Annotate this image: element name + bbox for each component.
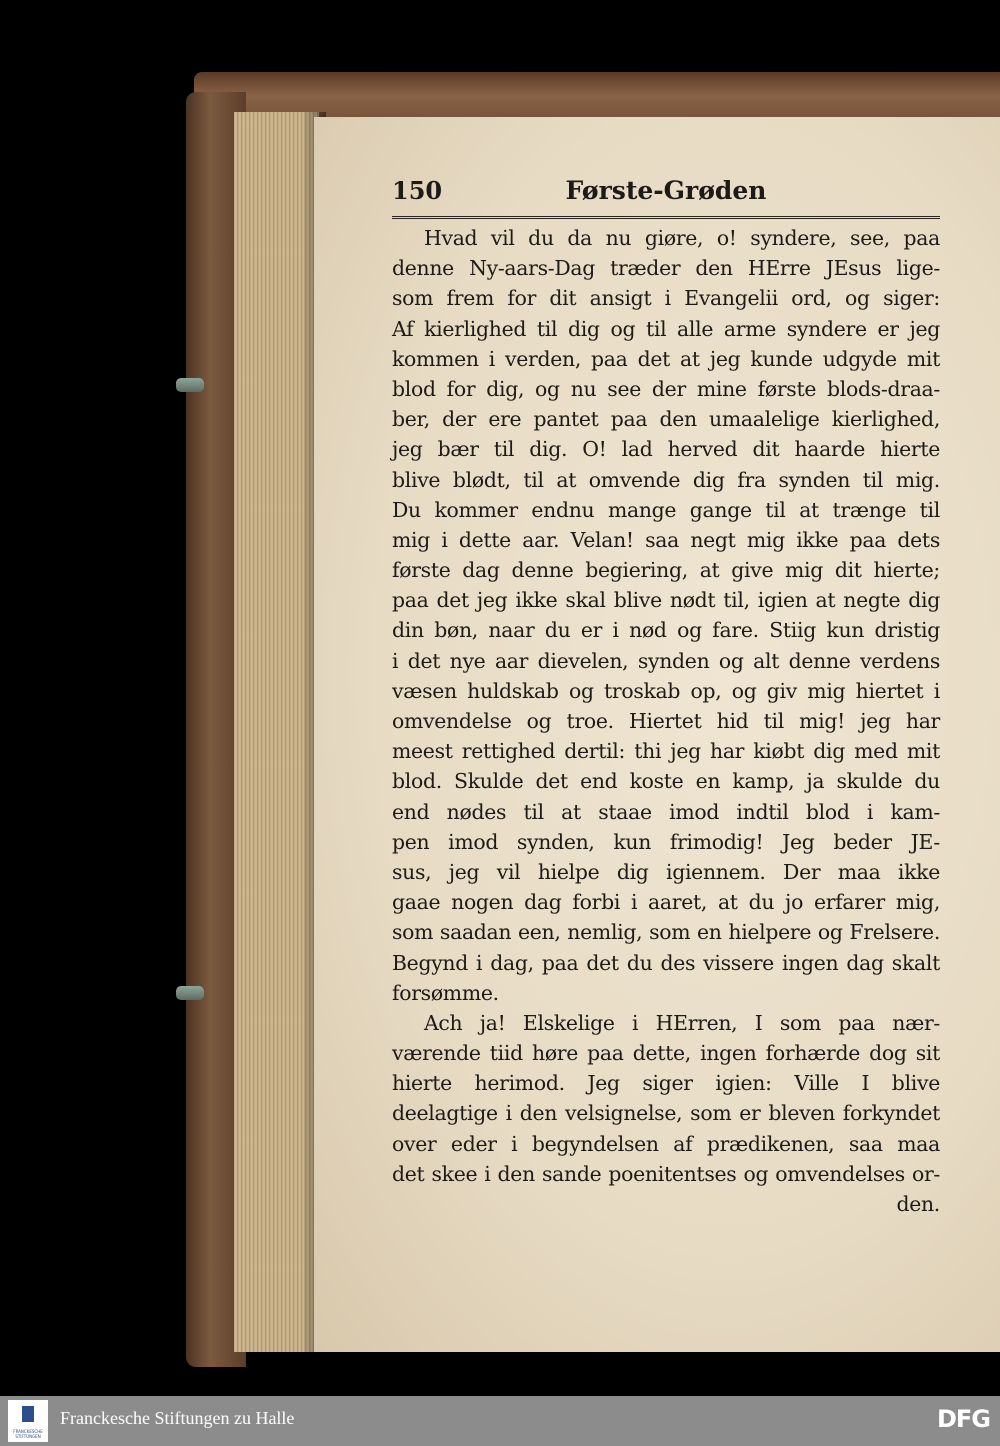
text-line: væsen huldskab og troskab op, og giv mig hiertet i: [392, 678, 940, 703]
franckesche-stiftungen-logo[interactable]: [8, 1400, 48, 1442]
viewer-footer: [0, 1396, 1000, 1446]
page-text: [392, 176, 940, 1219]
text-line: gaae nogen dag forbi i aaret, at du jo erfarer mig,: [392, 890, 940, 915]
text-line: over eder i begyndelsen af prædikenen, saa maa: [392, 1131, 940, 1156]
text-line: Ach ja! Elskelige i HErren, I som paa nær-: [424, 1010, 940, 1035]
dfg-logo[interactable]: DFG: [936, 1405, 990, 1433]
text-line: som saadan een, nemlig, som en hielpere og Frelsere.: [392, 920, 940, 945]
page-number: 150: [392, 176, 443, 205]
page-header: [392, 176, 940, 219]
institution-name[interactable]: Franckesche Stiftungen zu Halle: [60, 1408, 295, 1428]
text-line: blod. Skulde det end koste en kamp, ja skulde du: [392, 769, 940, 794]
text-line: værende tiid høre paa dette, ingen forhærde dog sit: [392, 1041, 940, 1066]
text-line: som frem for dit ansigt i Evangelii ord, og siger:: [392, 286, 940, 311]
running-title: Første-Grøden: [565, 176, 767, 205]
text-line: blod for dig, og nu see der mine første blods-draa-: [392, 376, 940, 401]
text-line: deelagtige i den velsignelse, som er bleven forkyndet: [392, 1101, 940, 1126]
text-line: hierte herimod. Jeg siger igien: Ville I blive: [392, 1071, 940, 1096]
catchword: den.: [896, 1192, 940, 1216]
text-line: det skee i den sande poenitentses og omvendelses or-: [392, 1161, 940, 1186]
text-line: forsømme.: [392, 980, 499, 1005]
clasp-upper: [176, 378, 204, 392]
text-line: blive blødt, til at omvende dig fra synden til mig.: [392, 467, 940, 492]
text-line: pen imod synden, kun frimodig! Jeg beder JE-: [392, 829, 940, 854]
text-line: din bøn, naar du er i nød og fare. Stiig kun dristig: [392, 618, 940, 643]
text-line: Af kierlighed til dig og til alle arme syndere er jeg: [392, 316, 940, 341]
text-line: mig i dette aar. Velan! saa negt mig ikke paa dets: [392, 527, 940, 552]
text-line: end nødes til at staae imod indtil blod i kam-: [392, 799, 940, 824]
text-line: Du kommer endnu mange gange til at trænge til: [392, 497, 940, 522]
text-line: ber, der ere pantet paa den umaalelige kierlighed,: [392, 407, 940, 432]
institution-emblem-icon: [22, 1406, 34, 1422]
text-line: første dag denne begiering, at give mig dit hierte;: [392, 558, 940, 583]
text-line: Hvad vil du da nu giøre, o! syndere, see, paa: [424, 226, 940, 250]
text-line: omvendelse og troe. Hiertet hid til mig! jeg har: [392, 709, 940, 733]
text-line: kommen i verden, paa det at jeg kunde udgyde mit: [392, 346, 940, 371]
text-line: i det nye aar dievelen, synden og alt denne verdens: [392, 648, 940, 673]
text-line: Begynd i dag, paa det du des vissere ingen dag skalt: [392, 950, 940, 975]
text-line: meest rettighed dertil: thi jeg har kiøbt dig med mit: [392, 739, 940, 764]
text-line: jeg bær til dig. O! lad herved dit haarde hierte: [392, 437, 940, 462]
text-line: paa det jeg ikke skal blive nødt til, igien at negte dig: [392, 588, 940, 613]
logo-text: FRANCKESCHE STIFTUNGEN: [13, 1429, 43, 1439]
text-line: denne Ny-aars-Dag træder den HErre JEsus lige-: [392, 256, 940, 281]
text-line: sus, jeg vil hielpe dig igiennem. Der maa ikke: [392, 859, 940, 884]
clasp-lower: [176, 986, 204, 1000]
